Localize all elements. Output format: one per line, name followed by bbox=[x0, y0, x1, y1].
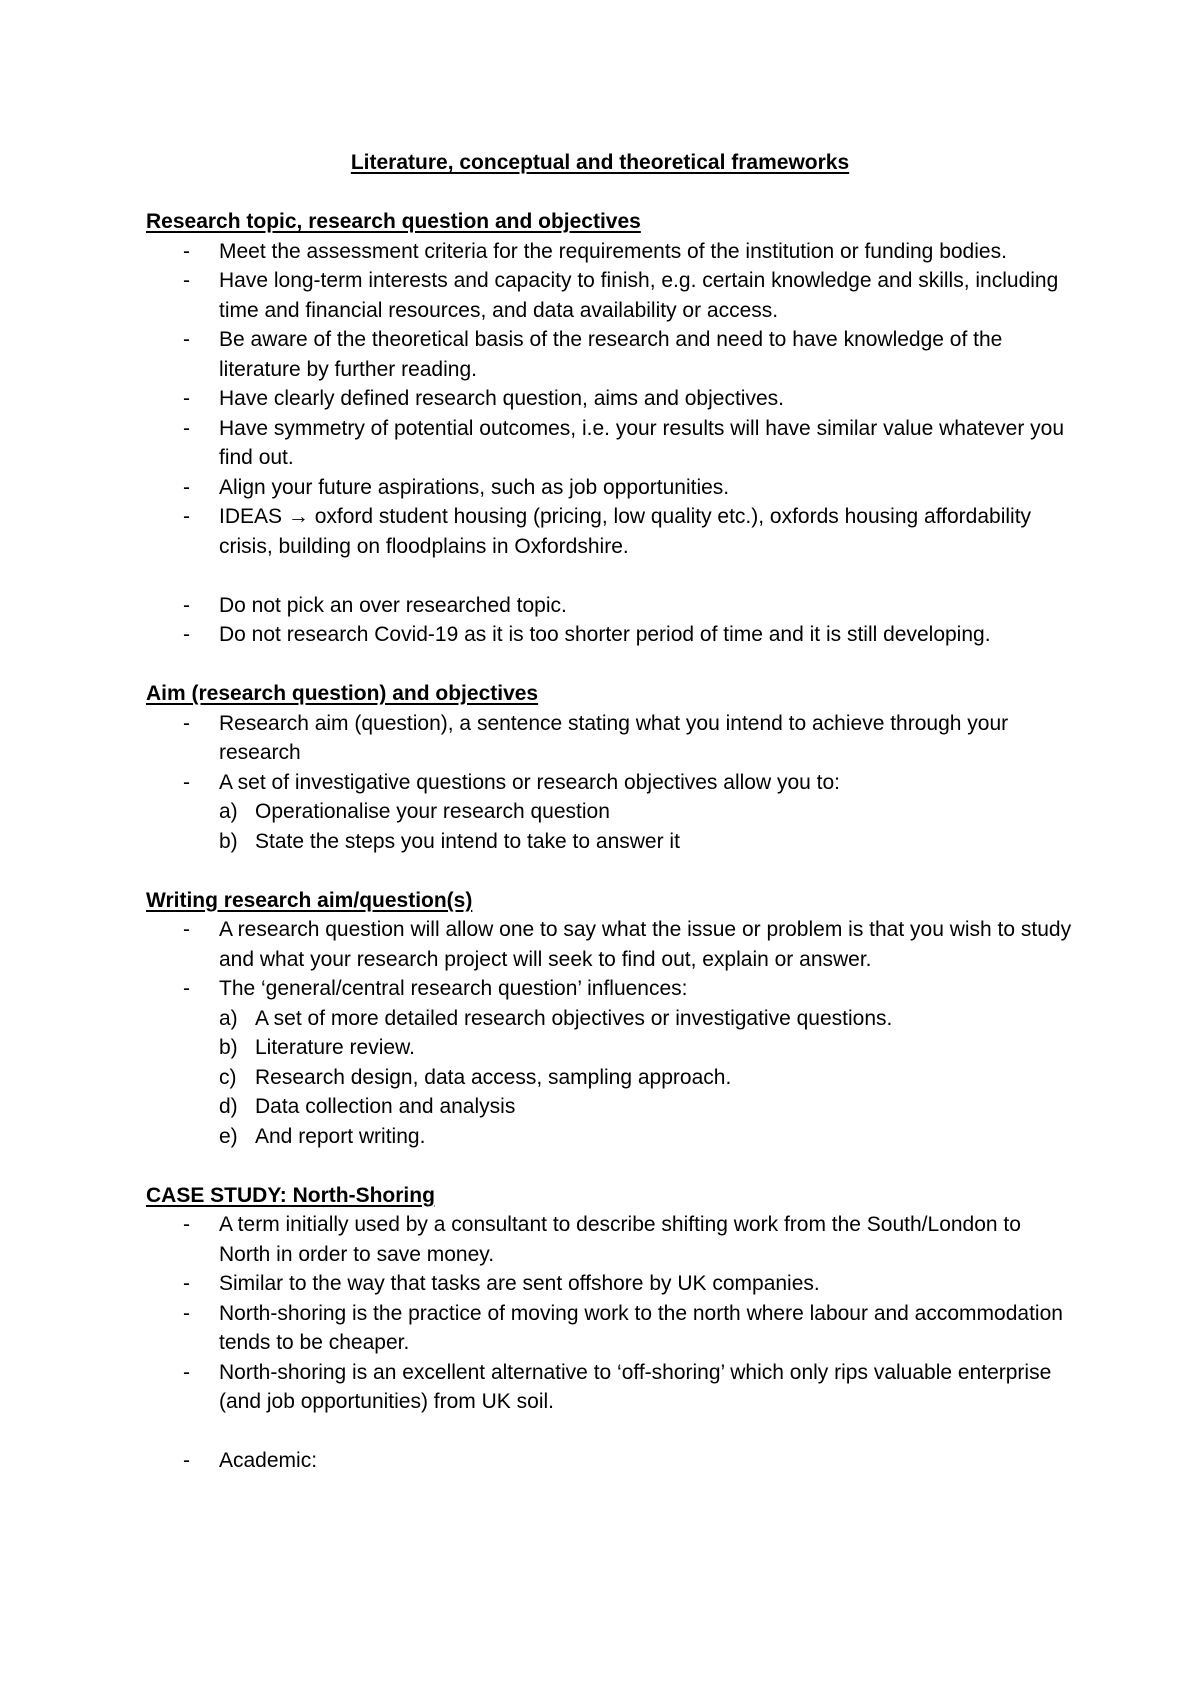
list-item: - IDEAS → oxford student housing (pricing, low quality etc.), oxfords housing affordability crisis, building on floodplains in Oxfordshire. bbox=[146, 502, 1076, 561]
document-title bbox=[0, 149, 1200, 177]
lettered-item bbox=[146, 1092, 1076, 1122]
blank-line bbox=[146, 856, 1076, 886]
document-body bbox=[146, 207, 1076, 1476]
list-item: - A set of investigative questions or research objectives allow you to: bbox=[146, 768, 1076, 798]
list-item: - Have long-term interests and capacity to finish, e.g. certain knowledge and skills, including time and financial resources, and data availability or access. bbox=[146, 266, 1076, 325]
list-item: - A research question will allow one to say what the issue or problem is that you wish to study and what your research project will seek to find out, explain or answer. bbox=[146, 915, 1076, 974]
list-item: - Similar to the way that tasks are sent offshore by UK companies. bbox=[146, 1269, 1076, 1299]
blank-line bbox=[146, 561, 1076, 591]
section-heading: Research topic, research question and objectives bbox=[146, 210, 641, 233]
bullet-list bbox=[146, 1446, 1076, 1476]
item-text: Operationalise your research question bbox=[255, 800, 610, 823]
item-marker: c) bbox=[219, 1065, 237, 1089]
item-text: State the steps you intend to take to answer it bbox=[255, 829, 680, 853]
item-marker: a) bbox=[219, 1006, 238, 1030]
lettered-item bbox=[146, 1063, 1076, 1093]
section-case-study bbox=[146, 1181, 1076, 1476]
item-text: Literature review. bbox=[255, 1036, 415, 1059]
lettered-item bbox=[146, 1033, 1076, 1063]
list-item: - Meet the assessment criteria for the requirements of the institution or funding bodies. bbox=[146, 237, 1076, 267]
list-item: - Have symmetry of potential outcomes, i.e. your results will have similar value whatever you find out. bbox=[146, 414, 1076, 473]
bullet-list bbox=[146, 591, 1076, 650]
list-item: - North-shoring is the practice of moving work to the north where labour and accommodation tends to be cheaper. bbox=[146, 1299, 1076, 1358]
list-item: - Align your future aspirations, such as job opportunities. bbox=[146, 473, 1076, 503]
section-research-topic bbox=[146, 207, 1076, 650]
lettered-item bbox=[146, 797, 1076, 827]
list-item: - The ‘general/central research question’ influences: bbox=[146, 974, 1076, 1004]
item-text: A set of more detailed research objectives or investigative questions. bbox=[255, 1006, 893, 1030]
blank-line bbox=[146, 1417, 1076, 1447]
item-text: And report writing. bbox=[255, 1124, 426, 1148]
lettered-item bbox=[146, 1004, 1076, 1034]
item-marker: b) bbox=[219, 829, 238, 853]
list-item: - North-shoring is an excellent alternative to ‘off-shoring’ which only rips valuable enterprise (and job opportunities) from UK soil. bbox=[146, 1358, 1076, 1417]
list-item: - A term initially used by a consultant to describe shifting work from the South/London to North in order to save money. bbox=[146, 1210, 1076, 1269]
bullet-list bbox=[146, 1210, 1076, 1417]
item-marker: a) bbox=[219, 800, 238, 823]
blank-line bbox=[146, 650, 1076, 680]
list-item: - Do not research Covid-19 as it is too shorter period of time and it is still developing. bbox=[146, 620, 1076, 650]
blank-line bbox=[146, 1151, 1076, 1181]
document-title-text: Literature, conceptual and theoretical frameworks bbox=[350, 151, 850, 174]
list-item: - Academic: bbox=[146, 1446, 1076, 1476]
lettered-list bbox=[146, 797, 1076, 856]
item-text: Research design, data access, sampling approach. bbox=[255, 1065, 732, 1089]
lettered-item bbox=[146, 1122, 1076, 1152]
lettered-item bbox=[146, 827, 1076, 857]
bullet-list bbox=[146, 709, 1076, 798]
lettered-list bbox=[146, 1004, 1076, 1152]
item-marker: e) bbox=[219, 1124, 238, 1148]
bullet-list bbox=[146, 915, 1076, 1004]
section-heading: Writing research aim/question(s) bbox=[146, 888, 473, 912]
section-writing bbox=[146, 886, 1076, 1152]
list-item: - Research aim (question), a sentence stating what you intend to achieve through your research bbox=[146, 709, 1076, 768]
section-heading: CASE STUDY: North-Shoring bbox=[146, 1183, 435, 1207]
item-text: Data collection and analysis bbox=[255, 1095, 516, 1118]
item-marker: b) bbox=[219, 1036, 238, 1059]
list-item: - Do not pick an over researched topic. bbox=[146, 591, 1076, 621]
list-item: - Be aware of the theoretical basis of the research and need to have knowledge of the literature by further reading. bbox=[146, 325, 1076, 384]
section-aim bbox=[146, 679, 1076, 856]
item-marker: d) bbox=[219, 1095, 238, 1118]
bullet-list bbox=[146, 237, 1076, 562]
section-heading: Aim (research question) and objectives bbox=[146, 682, 539, 705]
list-item: - Have clearly defined research question, aims and objectives. bbox=[146, 384, 1076, 414]
